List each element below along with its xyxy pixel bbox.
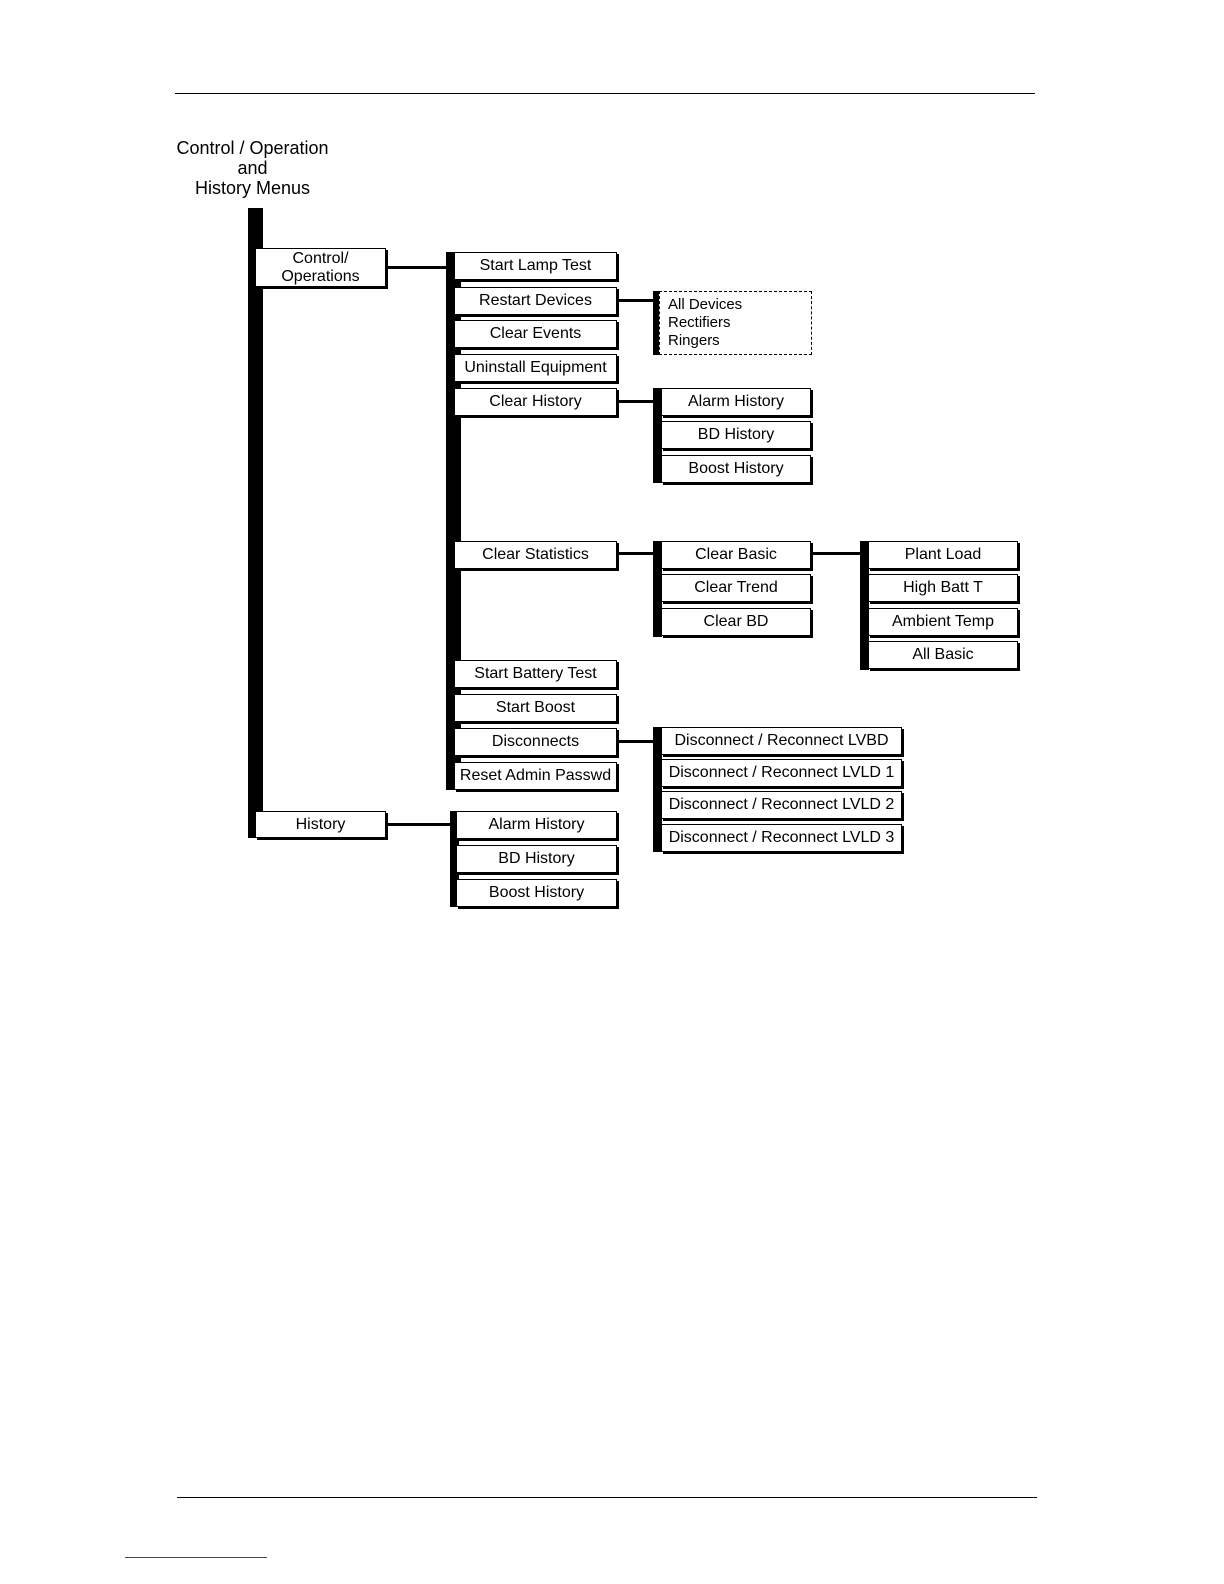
menu-uninstall-equipment[interactable]: Uninstall Equipment bbox=[454, 354, 617, 382]
menu-boost-history[interactable]: Boost History bbox=[456, 879, 617, 907]
menu-disconnect-lvld-1[interactable]: Disconnect / Reconnect LVLD 1 bbox=[661, 759, 902, 787]
menu-clear-statistics[interactable]: Clear Statistics bbox=[454, 541, 617, 569]
menu-bd-history[interactable]: BD History bbox=[456, 845, 617, 873]
option-rectifiers[interactable]: Rectifiers bbox=[668, 314, 731, 331]
menu-clear-boost-history[interactable]: Boost History bbox=[661, 455, 811, 483]
menu-start-lamp-test[interactable]: Start Lamp Test bbox=[454, 252, 617, 280]
menu-reset-admin-passwd[interactable]: Reset Admin Passwd bbox=[454, 762, 617, 790]
menu-clear-bd[interactable]: Clear BD bbox=[661, 608, 811, 636]
menu-history[interactable]: History bbox=[255, 811, 386, 838]
menu-plant-load[interactable]: Plant Load bbox=[868, 541, 1018, 569]
menu-control-operations[interactable] bbox=[255, 248, 386, 287]
clear-statistics-connector bbox=[617, 552, 655, 555]
header-rule bbox=[175, 93, 1035, 94]
option-ringers[interactable]: Ringers bbox=[668, 332, 720, 349]
clear-basic-connector bbox=[811, 552, 862, 555]
disconnects-connector bbox=[617, 740, 655, 743]
menu-ambient-temp[interactable]: Ambient Temp bbox=[868, 608, 1018, 636]
menu-label-line: Operations bbox=[281, 267, 360, 285]
menu-clear-events[interactable]: Clear Events bbox=[454, 320, 617, 348]
option-all-devices[interactable]: All Devices bbox=[668, 296, 743, 313]
clear-history-connector bbox=[617, 400, 655, 403]
menu-all-basic[interactable]: All Basic bbox=[868, 641, 1018, 669]
footer-link-rule bbox=[125, 1557, 267, 1558]
menu-high-batt-t[interactable]: High Batt T bbox=[868, 574, 1018, 602]
menu-clear-history[interactable]: Clear History bbox=[454, 388, 617, 416]
menu-restart-devices[interactable]: Restart Devices bbox=[454, 287, 617, 315]
history-connector bbox=[386, 823, 452, 826]
title-line: and bbox=[237, 158, 268, 178]
control-ops-connector bbox=[386, 266, 448, 269]
restart-devices-connector bbox=[617, 299, 655, 302]
restart-devices-options bbox=[659, 291, 812, 355]
menu-alarm-history[interactable]: Alarm History bbox=[456, 811, 617, 839]
menu-start-battery-test[interactable]: Start Battery Test bbox=[454, 660, 617, 688]
menu-clear-alarm-history[interactable]: Alarm History bbox=[661, 388, 811, 416]
root-trunk bbox=[248, 208, 263, 838]
title-line: Control / Operation bbox=[176, 138, 329, 158]
title-line: History Menus bbox=[194, 178, 311, 198]
footer-rule bbox=[177, 1497, 1037, 1498]
menu-clear-bd-history[interactable]: BD History bbox=[661, 421, 811, 449]
menu-clear-basic[interactable]: Clear Basic bbox=[661, 541, 811, 569]
menu-clear-trend[interactable]: Clear Trend bbox=[661, 574, 811, 602]
menu-label-line: Control/ bbox=[292, 249, 349, 267]
menu-disconnect-lvld-3[interactable]: Disconnect / Reconnect LVLD 3 bbox=[661, 824, 902, 852]
menu-start-boost[interactable]: Start Boost bbox=[454, 694, 617, 722]
menu-disconnect-lvld-2[interactable]: Disconnect / Reconnect LVLD 2 bbox=[661, 791, 902, 819]
diagram-title bbox=[160, 138, 345, 198]
menu-disconnects[interactable]: Disconnects bbox=[454, 728, 617, 756]
menu-disconnect-lvbd[interactable]: Disconnect / Reconnect LVBD bbox=[661, 727, 902, 755]
